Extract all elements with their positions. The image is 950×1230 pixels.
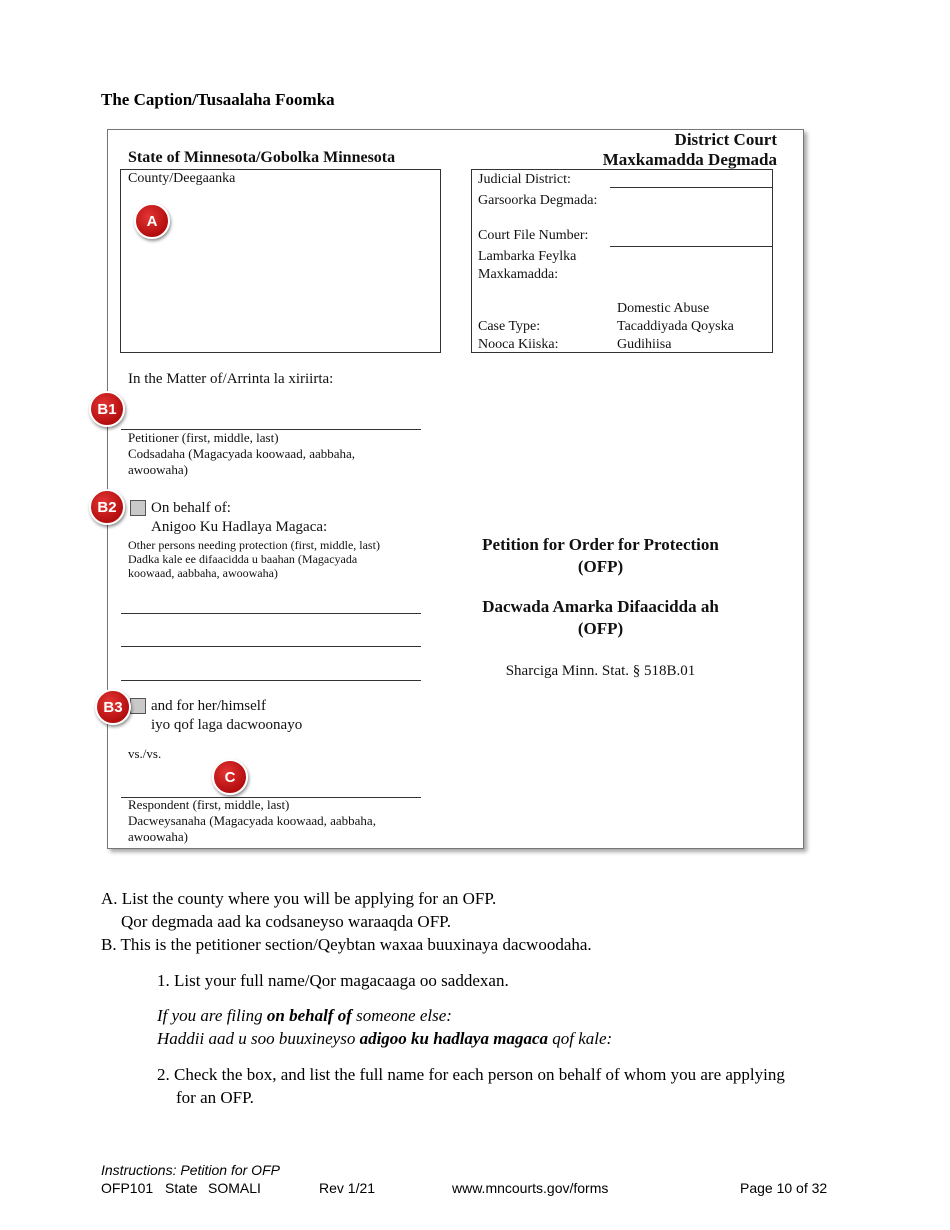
case-type-value2: Tacaddiyada Qoyska [617, 319, 734, 334]
nooca-label: Nooca Kiiska: [478, 337, 559, 352]
instruction-item-2-cont: for an OFP. [176, 1088, 254, 1107]
county-box [120, 169, 441, 353]
petitioner-caption-line1: Petitioner (first, middle, last) [128, 430, 279, 445]
court-name-en: District Court [674, 130, 777, 149]
petitioner-caption-line2: Codsadaha (Magacyada koowaad, aabbaha, [128, 446, 356, 461]
petitioner-caption-line3: awoowaha) [128, 462, 188, 477]
court-name-so: Maxkamadda Degmada [602, 150, 777, 169]
instruction-italic-so [157, 1027, 612, 1050]
others-caption-line2: Dadka kale ee difaacidda u baahan (Magacyada [128, 552, 358, 566]
instruction-item-2: 2. Check the box, and list the full name for each person on behalf of whom you are applying [157, 1065, 785, 1084]
instruction-a: A. List the county where you will be applying for an OFP. [101, 889, 497, 908]
judicial-district-line [610, 187, 772, 188]
callout-badge-b3: B3 [95, 689, 131, 725]
italic-so-bold: adigoo ku hadlaya magaca [359, 1029, 548, 1048]
callout-badge-b2: B2 [89, 489, 125, 525]
on-behalf-checkbox[interactable] [130, 500, 146, 516]
self-checkbox[interactable] [130, 698, 146, 714]
petitioner-caption [128, 430, 355, 478]
italic-en-pre: If you are filing [157, 1006, 267, 1025]
page-heading: The Caption/Tusaalaha Foomka [101, 90, 335, 109]
case-type-label: Case Type: [478, 319, 541, 334]
others-caption [128, 538, 380, 580]
respondent-caption-line3: awoowaha) [128, 829, 188, 844]
footer-url[interactable]: www.mncourts.gov/forms [452, 1180, 609, 1196]
petition-title-so-line1: Dacwada Amarka Difaacidda ah [482, 597, 719, 616]
respondent-caption [128, 797, 376, 845]
callout-badge-a: A [134, 203, 170, 239]
others-caption-line3: koowaad, aabbaha, awoowaha) [128, 566, 278, 580]
lambarka-label [478, 248, 576, 284]
italic-so-post: qof kale: [548, 1029, 613, 1048]
italic-so-pre: Haddii aad u soo buuxineyso [157, 1029, 360, 1048]
self-label-line2: iyo qof laga dacwoonayo [151, 717, 303, 733]
others-line-1 [121, 613, 421, 614]
vs-label: vs./vs. [128, 746, 162, 761]
on-behalf-label-line2: Anigoo Ku Hadlaya Magaca: [151, 519, 328, 535]
self-label [151, 697, 302, 735]
others-caption-line1: Other persons needing protection (first, middle, last) [128, 538, 380, 552]
county-label: County/Deegaanka [128, 171, 236, 186]
respondent-caption-line1: Respondent (first, middle, last) [128, 797, 290, 812]
on-behalf-label [151, 499, 327, 537]
matter-label: In the Matter of/Arrinta la xiriirta: [128, 371, 334, 387]
footer-state: State [165, 1180, 198, 1196]
garsoorka-label: Garsoorka Degmada: [478, 193, 598, 208]
footer-language: SOMALI [208, 1180, 261, 1196]
instruction-italic-en [157, 1004, 452, 1027]
petition-title-en-line1: Petition for Order for Protection [482, 535, 719, 554]
italic-en-post: someone else: [351, 1006, 452, 1025]
petition-title-en [448, 534, 753, 578]
petition-title-en-line2: (OFP) [577, 557, 624, 576]
instruction-item-1: 1. List your full name/Qor magacaaga oo saddexan. [157, 971, 509, 990]
petition-title-so-line2: (OFP) [577, 619, 624, 638]
others-line-2 [121, 646, 421, 647]
court-file-number-label: Court File Number: [478, 228, 589, 243]
callout-badge-b1: B1 [89, 391, 125, 427]
judicial-district-label: Judicial District: [478, 172, 571, 187]
lambarka-line2: Maxkamadda: [478, 267, 559, 282]
case-type-value3: Gudihiisa [617, 337, 672, 352]
respondent-caption-line2: Dacweysanaha (Magacyada koowaad, aabbaha, [128, 813, 376, 828]
callout-badge-c: C [212, 759, 248, 795]
lambarka-line1: Lambarka Feylka [478, 249, 577, 264]
instruction-b: B. This is the petitioner section/Qeybtan waxaa buuxinaya dacwoodaha. [101, 935, 592, 954]
case-type-value [617, 300, 734, 354]
footer-revision: Rev 1/21 [319, 1180, 376, 1196]
others-line-3 [121, 680, 421, 681]
on-behalf-label-line1: On behalf of: [151, 500, 231, 516]
case-type-value1: Domestic Abuse [617, 301, 710, 316]
state-label: State of Minnesota/Gobolka Minnesota [128, 149, 396, 166]
italic-en-bold: on behalf of [266, 1006, 352, 1025]
court-name [603, 130, 777, 170]
footer-page-number: Page 10 of 32 [740, 1180, 828, 1196]
court-file-number-line [610, 246, 772, 247]
caption-figure [107, 129, 804, 849]
self-label-line1: and for her/himself [151, 698, 266, 714]
petition-title-so [448, 596, 753, 640]
instruction-a-somali: Qor degmada aad ka codsaneyso waraaqda OFP. [121, 912, 451, 931]
footer-form-code: OFP101 [101, 1180, 154, 1196]
case-info-box [471, 169, 773, 353]
footer-title: Instructions: Petition for OFP [101, 1162, 280, 1178]
statute-label: Sharciga Minn. Stat. § 518B.01 [505, 663, 696, 679]
